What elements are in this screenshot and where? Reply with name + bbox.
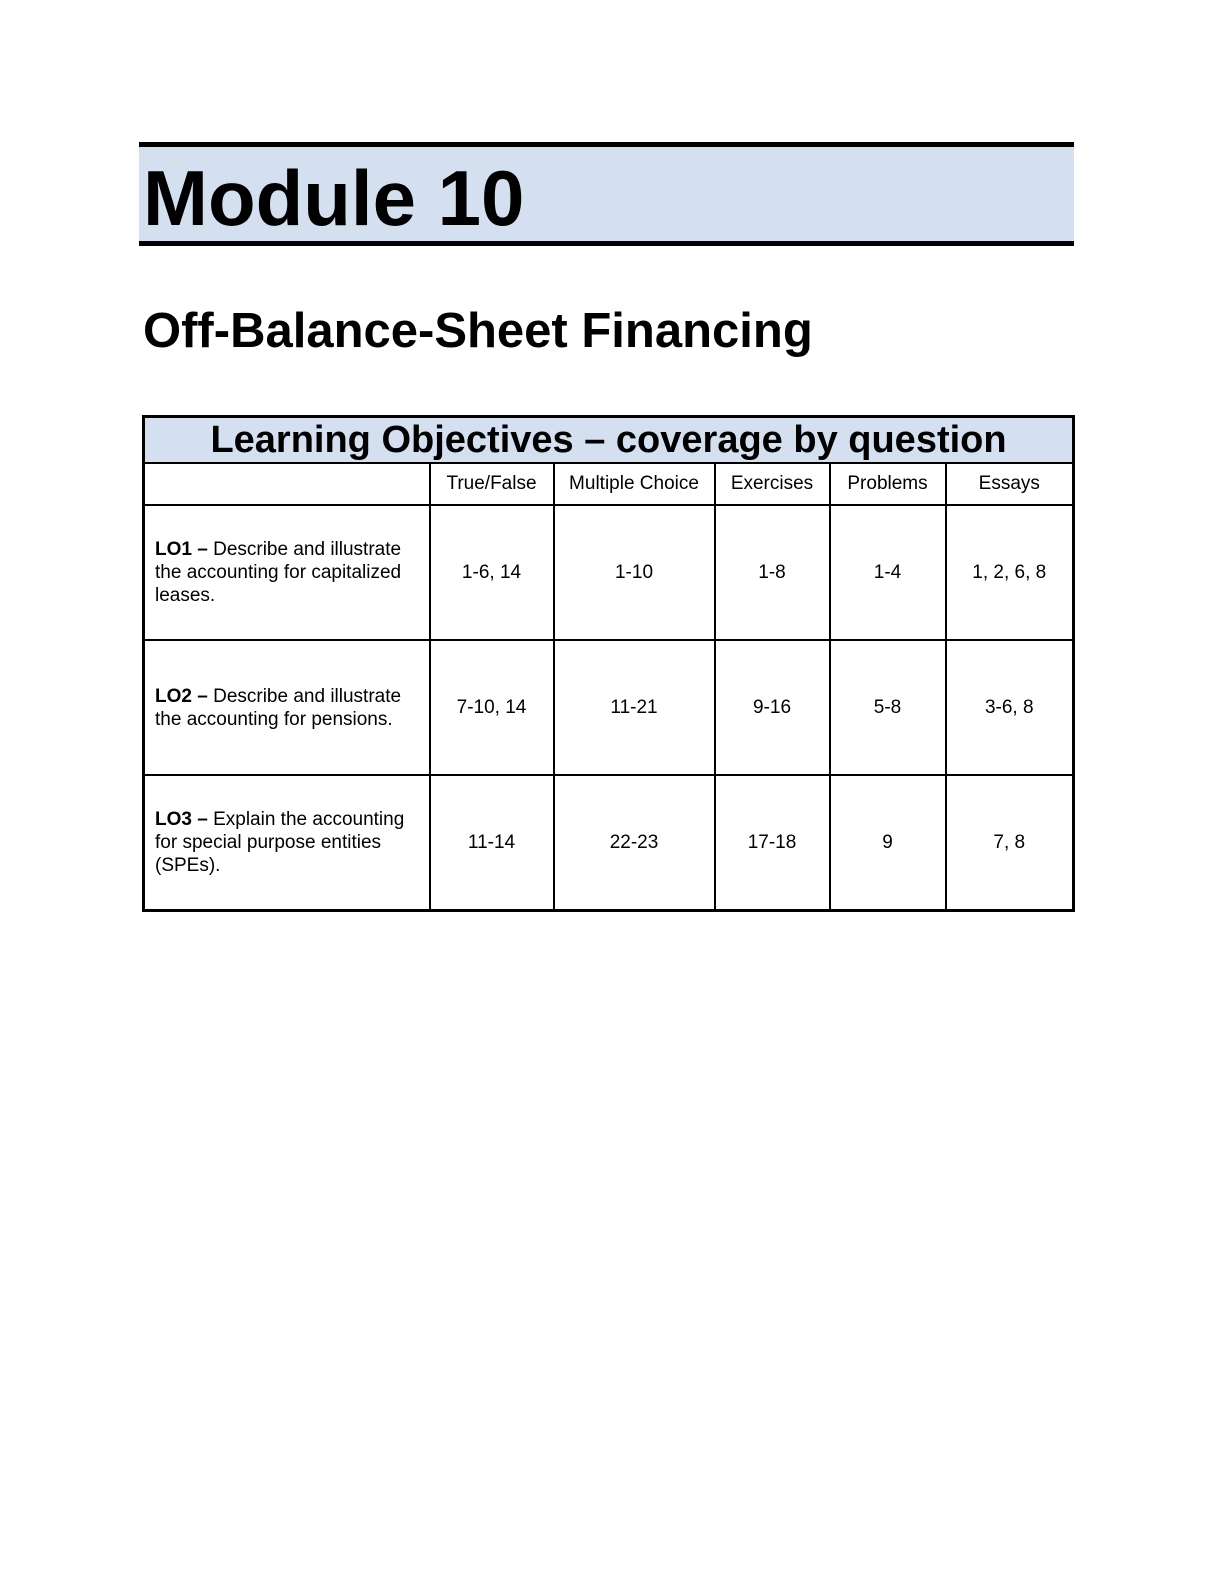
column-header-essays: Essays [946, 463, 1074, 505]
exercises-cell: 17-18 [715, 775, 830, 911]
column-header-multiple-choice: Multiple Choice [554, 463, 715, 505]
column-header-exercises: Exercises [715, 463, 830, 505]
essays-cell: 1, 2, 6, 8 [946, 505, 1074, 640]
problems-cell: 9 [830, 775, 946, 911]
table-row [144, 505, 1074, 640]
module-banner [139, 142, 1074, 246]
objective-cell [144, 505, 430, 640]
chapter-subtitle: Off-Balance-Sheet Financing [143, 304, 813, 358]
column-header-problems: Problems [830, 463, 946, 505]
multiple-choice-cell: 22-23 [554, 775, 715, 911]
column-header-row [144, 463, 1074, 505]
column-header-objective [144, 463, 430, 505]
objective-description: Describe and illustrate the accounting for capitalized leases. [155, 539, 402, 606]
objective-cell [144, 775, 430, 911]
multiple-choice-cell: 11-21 [554, 640, 715, 775]
true-false-cell: 1-6, 14 [430, 505, 554, 640]
learning-objectives-table [142, 415, 1075, 912]
objective-code: LO3 – [155, 809, 208, 830]
objective-cell [144, 640, 430, 775]
table-title-row [144, 417, 1074, 464]
table-row [144, 640, 1074, 775]
essays-cell: 3-6, 8 [946, 640, 1074, 775]
exercises-cell: 1-8 [715, 505, 830, 640]
multiple-choice-cell: 1-10 [554, 505, 715, 640]
essays-cell: 7, 8 [946, 775, 1074, 911]
module-title: Module 10 [143, 154, 525, 242]
objective-code: LO2 – [155, 685, 208, 707]
problems-cell: 1-4 [830, 505, 946, 640]
table-title: Learning Objectives – coverage by question [144, 417, 1074, 464]
true-false-cell: 7-10, 14 [430, 640, 554, 775]
column-header-true-false: True/False [430, 463, 554, 505]
problems-cell: 5-8 [830, 640, 946, 775]
objective-code: LO1 – [155, 539, 208, 560]
true-false-cell: 11-14 [430, 775, 554, 911]
objective-description: Describe and illustrate the accounting for pensions. [155, 685, 402, 730]
table-row [144, 775, 1074, 911]
objective-description: Explain the accounting for special purpose entities (SPEs). [155, 809, 405, 876]
exercises-cell: 9-16 [715, 640, 830, 775]
